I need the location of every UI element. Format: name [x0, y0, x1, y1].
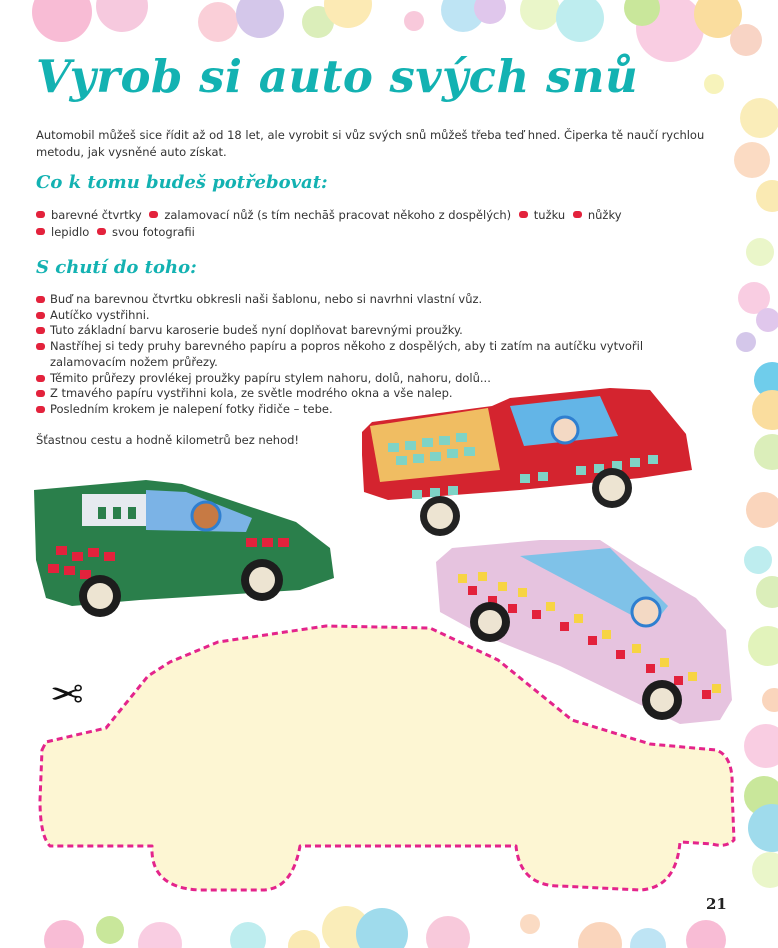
page-title: Vyrob si auto svých snů	[36, 50, 639, 103]
steps-heading: S chutí do toho:	[36, 257, 197, 278]
step-item: Buď na barevnou čtvrtku obkresli naši šablonu, nebo si navrhni vlastní vůz.	[36, 292, 696, 308]
needs-item: nůžky	[573, 208, 622, 222]
closing-wish: Šťastnou cestu a hodně kilometrů bez nehod!	[36, 433, 300, 447]
needs-item: barevné čtvrtky	[36, 208, 142, 222]
needs-item: tužku	[519, 208, 565, 222]
page-number: 21	[706, 895, 727, 913]
step-item: Z tmavého papíru vystřihni kola, ze světle modrého okna a vše nalep.	[36, 386, 696, 402]
needs-heading: Co k tomu budeš potřebovat:	[36, 172, 328, 193]
scissors-icon: ✂	[50, 669, 84, 715]
step-item: Tuto základní barvu karoserie budeš nyní doplňovat barevnými proužky.	[36, 323, 696, 339]
intro-paragraph: Automobil můžeš sice řídit až od 18 let, ale vyrobit si vůz svých snů můžeš třeba teď hned. Čiperka tě naučí rychlou metodu, jak vysněné auto získat.	[36, 128, 705, 159]
step-item: Nastříhej si tedy pruhy barevného papíru a popros někoho z dospělých, aby ti zatím na autíčku vytvořil zalamovacím nožem průřezy.	[36, 339, 696, 370]
step-item: Posledním krokem je nalepení fotky řidiče – tebe.	[36, 402, 696, 418]
step-item: Autíčko vystřihni.	[36, 308, 696, 324]
needs-item: lepidlo	[36, 225, 89, 239]
step-item: Těmito průřezy provlékej proužky papíru stylem nahoru, dolů, nahoru, dolů...	[36, 371, 696, 387]
needs-item: zalamovací nůž (s tím nechāš pracovat někoho z dospělých)	[149, 208, 511, 222]
needs-item: svou fotografii	[97, 225, 195, 239]
